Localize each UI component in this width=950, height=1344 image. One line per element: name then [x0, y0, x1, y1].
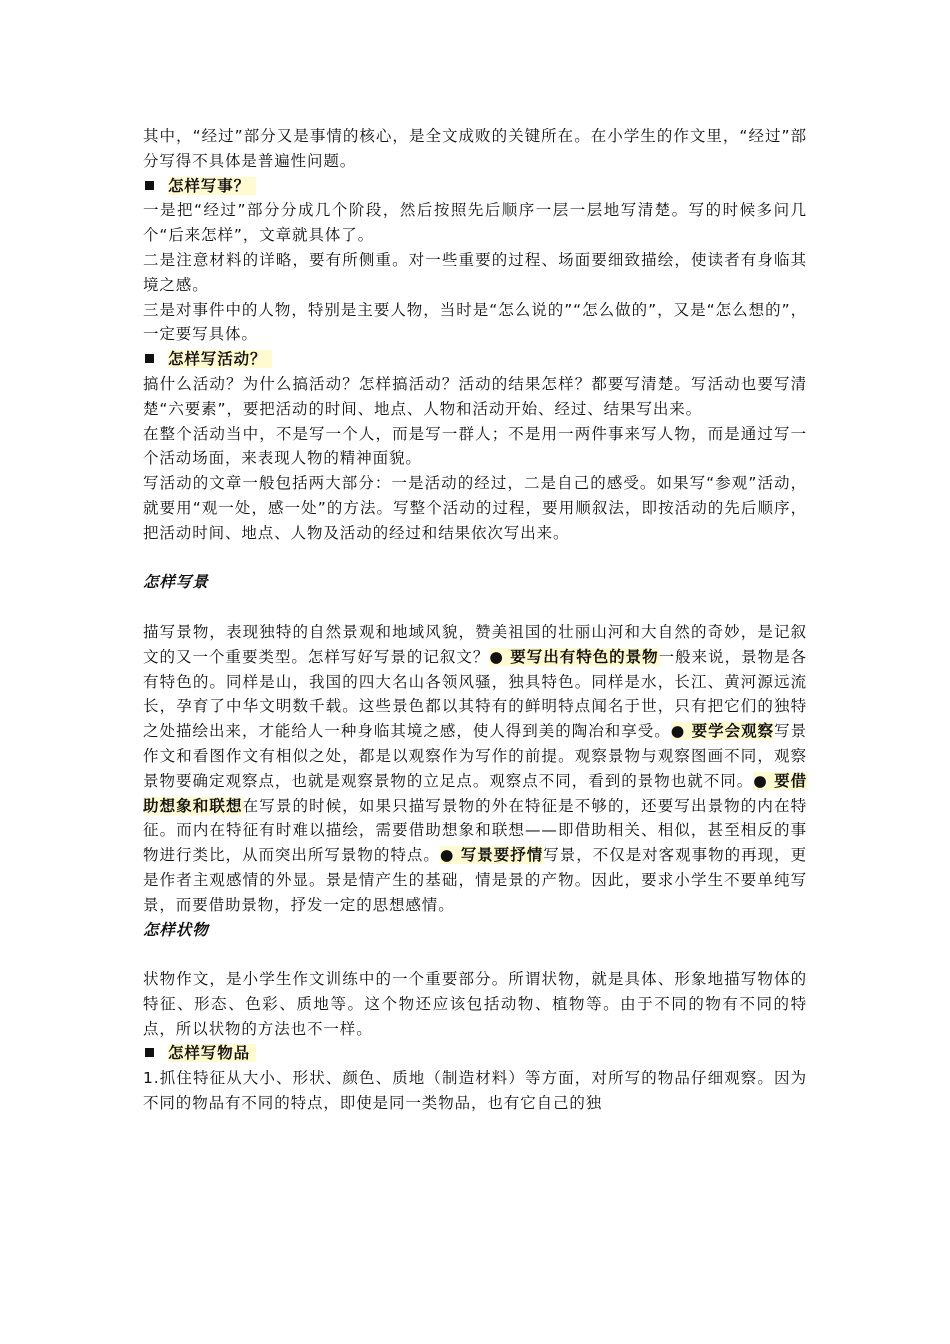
spacer [143, 546, 807, 571]
scenery-text-3: 写景作文和看图作文有相似之处，都是以观察作为写作的前提。观察景物与观察图画不同，观察景物要确定观察点，也就是观察景物的立足点。观察点不同，看到的景物也就不同。 [143, 722, 807, 790]
paragraph-intro: 其中，“经过”部分又是事情的核心，是全文成败的关键所在。在小学生的作文里，“经过”部分写得不具体是普遍性问题。 [143, 127, 807, 170]
paragraph-event-1: 一是把“经过”部分分成几个阶段，然后按照先后顺序一层一层地写清楚。写的时候多问几个“后来怎样”，文章就具体了。 [143, 201, 807, 245]
scenery-point-3: ● 要借助想象和联想 [143, 771, 807, 815]
heading-how-to-write-goods: 怎样写物品 [143, 1041, 807, 1066]
spacer [143, 942, 807, 967]
scenery-point-1: ● 要写出有特色的景物 [489, 647, 659, 666]
scenery-text-2: 一般来说，景物是各有特色的。同样是山，我国的四大名山各领风骚，独具特色。同样是水，长江、黄河源远流长，孕育了中华文明数千载。这些景色都以其特有的鲜明特点闻名于世，只有把它们的独特之处描绘出来，才能给人一种身临其境之感，使人得到美的陶冶和享受。 [143, 647, 807, 741]
paragraph-event-2: 二是注意材料的详略，要有所侧重。对一些重要的过程、场面要细致描绘，使读者有身临其境之感。 [143, 250, 807, 294]
document-page [143, 124, 807, 1116]
scenery-point-4: ● 写景要抒情 [439, 846, 544, 865]
section-title-objects: 怎样状物 [143, 920, 209, 939]
heading-how-to-write-events: 怎样写事？ [143, 174, 807, 199]
square-bullet-icon [145, 1048, 154, 1057]
square-bullet-icon [145, 354, 154, 363]
scenery-text-4: 在写景的时候，如果只描写景物的外在特征是不够的，还要写出景物的内在特征。而内在特征有时难以描绘，需要借助想象和联想——即借助相关、相似，甚至相反的事物进行类比，从而突出所写景物的特点。 [143, 796, 807, 865]
scenery-point-2: ● 要学会观察 [670, 722, 775, 741]
paragraph-event-3: 三是对事件中的人物，特别是主要人物，当时是“怎么说的”“怎么做的”，又是“怎么想的”，一定要写具体。 [143, 300, 807, 344]
paragraph-activity-3: 写活动的文章一般包括两大部分：一是活动的经过，二是自己的感受。如果写“参观”活动，就要用“观一处，感一处”的方法。写整个活动的过程，要用顺叙法，即按活动的先后顺序，把活动时间、地点、人物及活动的经过和结果依次写出来。 [143, 474, 807, 542]
scenery-text-5: 写景，不仅是对客观事物的再现，更是作者主观感情的外显。景是情产生的基础，情是景的产物。因此，要求小学生不要单纯写景，而要借助景物，抒发一定的思想感情。 [143, 846, 808, 914]
paragraph-activity-1: 搞什么活动？为什么搞活动？怎样搞活动？活动的结果怎样？都要写清楚。写活动也要写清楚“六要素”，要把活动的时间、地点、人物和活动开始、经过、结果写出来。 [143, 374, 807, 418]
spacer [143, 595, 807, 620]
square-bullet-icon [145, 181, 154, 190]
section-title-scenery: 怎样写景 [143, 573, 209, 592]
scenery-text-1: 描写景物，表现独特的自然景观和地域风貌，赞美祖国的壮丽山河和大自然的奇妙，是记叙文的又一个重要类型。怎样写好写景的记叙文？ [143, 622, 807, 666]
paragraph-goods-1: 1.抓住特征从大小、形状、颜色、质地（制造材料）等方面，对所写的物品仔细观察。因为不同的物品有不同的特点，即使是同一类物品，也有它自己的独 [143, 1069, 807, 1113]
paragraph-scenery [143, 620, 807, 918]
heading-how-to-write-activities: 怎样写活动？ [143, 347, 807, 372]
paragraph-activity-2: 在整个活动当中，不是写一个人，而是写一群人；不是用一两件事来写人物，而是通过写一个活动场面，来表现人物的精神面貌。 [143, 424, 807, 468]
paragraph-objects: 状物作文，是小学生作文训练中的一个重要部分。所谓状物，就是具体、形象地描写物体的特征、形态、色彩、质地等。这个物还应该包括动物、植物等。由于不同的物有不同的特点，所以状物的方法也不一样。 [143, 970, 807, 1038]
